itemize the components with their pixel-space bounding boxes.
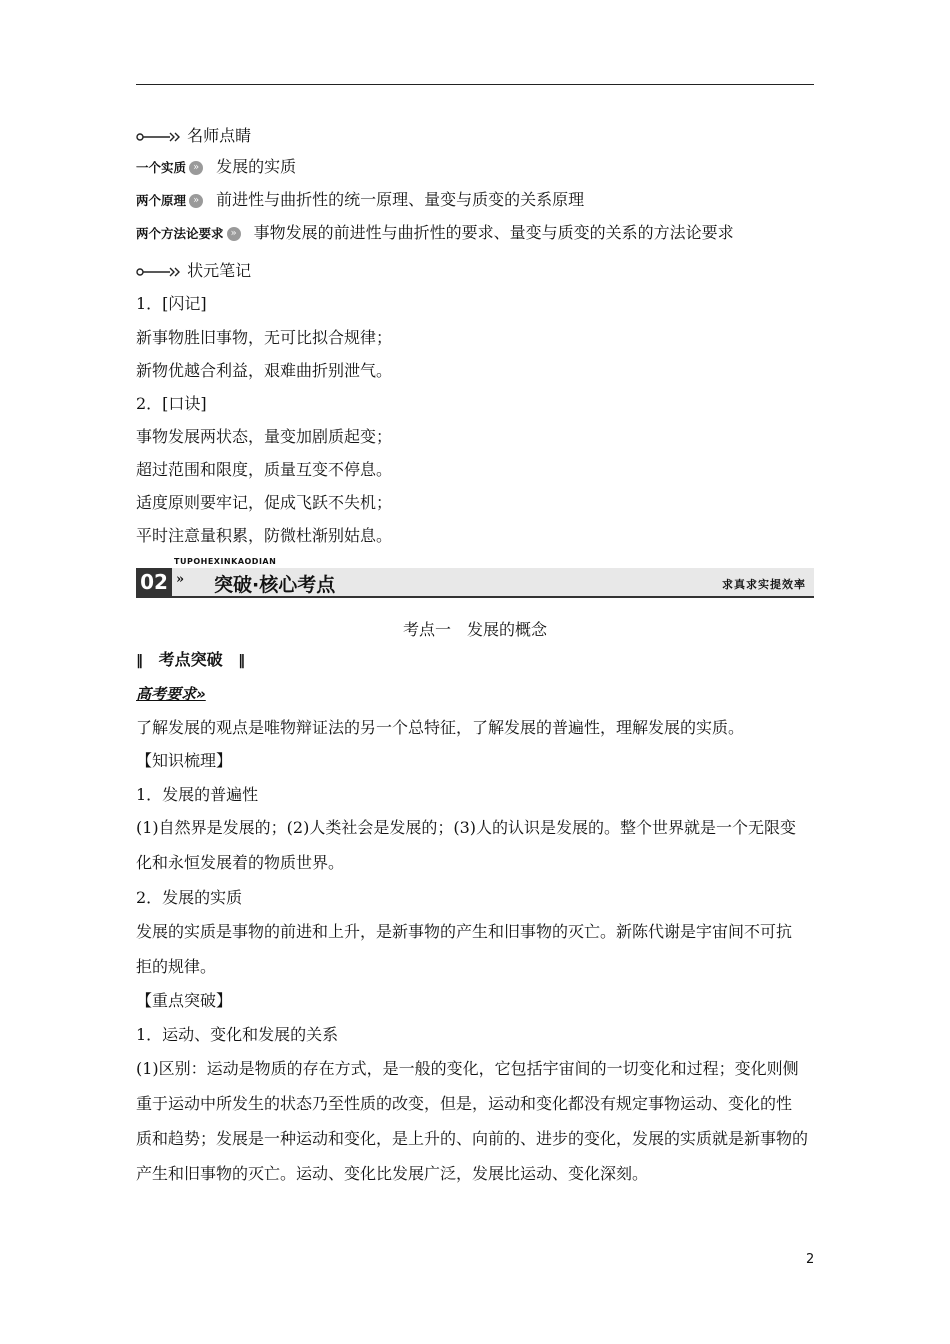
rhyme-line: 平时注意量积累，防微杜渐别姑息。 — [136, 526, 393, 545]
point-row-3 — [136, 223, 734, 244]
f1-line: (1)区别：运动是物质的存在方式，是一般的变化，它包括宇宙间的一切变化和过程；变化则侧 — [136, 1059, 799, 1078]
point-text: 发展的实质 — [216, 157, 297, 176]
exam-req-label: 高考要求» — [136, 685, 206, 703]
tips-header — [136, 126, 251, 146]
point-text: 前进性与曲折性的统一原理、量变与质变的关系原理 — [216, 190, 585, 209]
point-label: 两个原理 — [136, 193, 187, 208]
banner-arrow-icon: » — [176, 572, 185, 587]
focus-label: 【重点突破】 — [136, 991, 233, 1010]
double-chevron-icon: » — [189, 194, 203, 208]
banner-number: 02 — [136, 568, 172, 596]
tips-header-text: 名师点睛 — [187, 126, 252, 145]
point-row-1 — [136, 157, 296, 178]
rhyme-line: 超过范围和限度，质量互变不停息。 — [136, 460, 393, 479]
banner-slogan: 求真求实提效率 — [722, 578, 806, 591]
k1-title: 1．发展的普遍性 — [136, 785, 259, 804]
point-text: 事物发展的前进性与曲折性的要求、量变与质变的关系的方法论要求 — [253, 223, 734, 242]
memo-line: 新物优越合利益，艰难曲折别泄气。 — [136, 361, 393, 380]
double-chevron-icon: » — [227, 227, 241, 241]
circle-arrow-icon — [136, 132, 182, 142]
f1-line: 产生和旧事物的灭亡。运动、变化比发展广泛，发展比运动、变化深刻。 — [136, 1164, 649, 1183]
rhyme-title: 2．[口诀] — [136, 394, 207, 413]
point-row-2 — [136, 190, 584, 211]
topic-title: 考点一 发展的概念 — [402, 620, 547, 639]
top-rule — [136, 84, 814, 85]
section-label — [136, 650, 245, 671]
circle-arrow-icon — [136, 267, 182, 277]
k1-line: 化和永恒发展着的物质世界。 — [136, 853, 345, 872]
banner-pinyin: TUPOHEXINKAODIAN — [174, 557, 277, 566]
double-bar-icon: ‖ — [238, 653, 246, 669]
double-chevron-icon: » — [189, 161, 203, 175]
point-label: 两个方法论要求 — [136, 226, 224, 241]
f1-line: 质和趋势；发展是一种运动和变化，是上升的、向前的、进步的变化，发展的实质就是新事物的 — [136, 1129, 809, 1148]
k2-title: 2．发展的实质 — [136, 888, 243, 907]
double-bar-icon: ‖ — [136, 653, 143, 669]
section-banner — [136, 557, 814, 600]
notes-header — [136, 261, 251, 281]
point-label: 一个实质 — [136, 160, 187, 175]
notes-header-text: 状元笔记 — [187, 261, 252, 280]
section-label-text: 考点突破 — [158, 650, 223, 669]
exam-req-text: 了解发展的观点是唯物辩证法的另一个总特征，了解发展的普遍性，理解发展的实质。 — [136, 718, 745, 737]
k2-line: 拒的规律。 — [136, 957, 217, 976]
page-number: 2 — [806, 1252, 815, 1267]
f1-line: 重于运动中所发生的状态乃至性质的改变，但是，运动和变化都没有规定事物运动、变化的性 — [136, 1094, 793, 1113]
memo-line: 新事物胜旧事物，无可比拟合规律； — [136, 328, 393, 347]
memo-title: 1．[闪记] — [136, 294, 207, 313]
k1-line: (1)自然界是发展的；(2)人类社会是发展的；(3)人的认识是发展的。整个世界就是一个无限变 — [136, 818, 796, 837]
k2-line: 发展的实质是事物的前进和上升，是新事物的产生和旧事物的灭亡。新陈代谢是宇宙间不可抗 — [136, 922, 793, 941]
f1-title: 1．运动、变化和发展的关系 — [136, 1025, 339, 1044]
rhyme-line: 适度原则要牢记，促成飞跃不失机； — [136, 493, 393, 512]
rhyme-line: 事物发展两状态，量变加剧质起变； — [136, 427, 393, 446]
knowledge-label: 【知识梳理】 — [136, 751, 233, 770]
banner-title: 突破·核心考点 — [214, 574, 336, 596]
